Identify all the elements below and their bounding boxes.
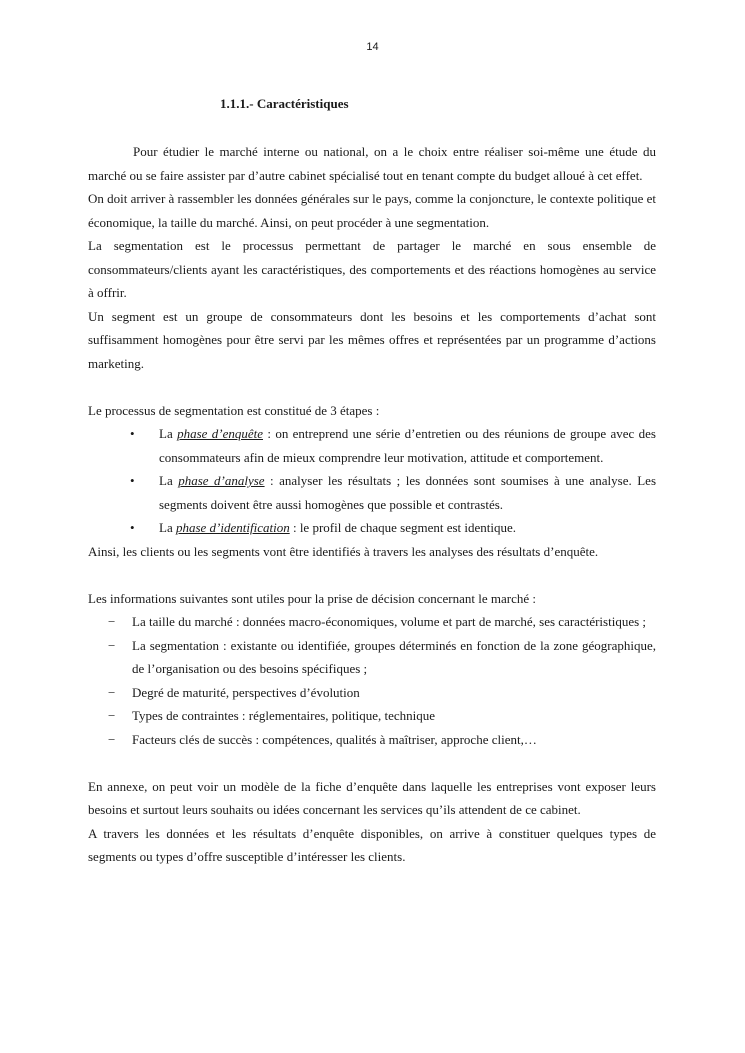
paragraph-info-intro: Les informations suivantes sont utiles pour la prise de décision concernant le marché :	[88, 590, 537, 606]
step-description: : analyser les résultats ; les données sont soumises à une analyse. Les segments doivent être aussi homogènes que possible et contrastés.	[159, 473, 656, 512]
paragraph-identification-conclusion: Ainsi, les clients ou les segments vont être identifiés à travers les analyses des résultats d’enquête.	[88, 543, 599, 559]
paragraph-segment-types: A travers les données et les résultats d’enquête disponibles, on arrive à constituer quelques types de segments ou types d’offre susceptible d’intéresser les clients.	[88, 825, 656, 864]
list-item: − Types de contraintes : réglementaires, politique, technique	[88, 704, 656, 728]
list-item: − Facteurs clés de succès : compétences, qualités à maîtriser, approche client,…	[88, 728, 656, 752]
list-item: • La phase d’analyse : analyser les résultats ; les données sont soumises à une analyse. Les segments doivent être aussi homogènes que possible et contrastés.	[88, 469, 656, 516]
step-term: phase d’analyse	[178, 473, 265, 488]
spacer	[88, 751, 656, 775]
step-description: : on entreprend une série d’entretien ou des réunions de groupe avec des consommateurs afin de mieux comprendre leur motivation, attitude et comportement.	[159, 426, 656, 465]
dash-icon: −	[108, 637, 116, 653]
spacer	[88, 375, 656, 399]
paragraph-intro: Pour étudier le marché interne ou national, on a le choix entre réaliser soi-même une étude du marché ou se faire assister par d’autre cabinet spécialisé tout en tenant compte du budget alloué à cet effet.	[88, 144, 656, 183]
process-steps-list	[88, 422, 656, 540]
paragraph-data-gathering: On doit arriver à rassembler les données générales sur le pays, comme la conjoncture, le contexte politique et économique, la taille du marché. Ainsi, on peut procéder à une segmentation.	[88, 191, 656, 230]
dash-icon: −	[108, 708, 116, 723]
dash-icon: −	[108, 731, 116, 747]
step-term: phase d’enquête	[177, 426, 263, 441]
dash-icon: −	[108, 614, 116, 629]
spacer	[88, 563, 656, 587]
step-description: : le profil de chaque segment est identique.	[289, 520, 517, 535]
document-body	[88, 140, 656, 869]
bullet-icon: •	[130, 473, 135, 488]
paragraph-segment-definition: Un segment est un groupe de consommateurs dont les besoins et les comportements d’achat sont suffisamment homogènes pour être servi par les mêmes offres et représentées par un programme d’actions marketing.	[88, 308, 656, 371]
page-number: 14	[366, 41, 379, 53]
paragraph-annex: En annexe, on peut voir un modèle de la fiche d’enquête dans laquelle les entreprises vont exposer leurs besoins et surtout leurs souhaits ou idées concernant les services qu’ils attendent de ce cabinet.	[88, 778, 656, 817]
paragraph-segmentation-definition: La segmentation est le processus permettant de partager le marché en sous ensemble de consommateurs/clients ayant les caractéristiques, des comportements et des réactions homogènes au service à offrir.	[88, 238, 656, 300]
bullet-icon: •	[130, 520, 135, 535]
section-heading: 1.1.1.- Caractéristiques	[220, 96, 349, 111]
dash-icon: −	[108, 684, 116, 700]
bullet-icon: •	[130, 426, 135, 441]
list-item: • La phase d’enquête : on entreprend une série d’entretien ou des réunions de groupe avec des consommateurs afin de mieux comprendre leur motivation, attitude et comportement.	[88, 422, 656, 469]
info-list	[88, 610, 656, 751]
paragraph-process-steps-intro: Le processus de segmentation est constitué de 3 étapes :	[88, 402, 380, 418]
step-term: phase d’identification	[175, 520, 290, 535]
list-item: • La phase d’identification : le profil de chaque segment est identique.	[88, 516, 656, 540]
list-item: − Degré de maturité, perspectives d’évolution	[88, 681, 656, 705]
list-item: − La taille du marché : données macro-économiques, volume et part de marché, ses caractéristiques ;	[88, 610, 656, 634]
list-item: − La segmentation : existante ou identifiée, groupes déterminés en fonction de la zone géographique, de l’organisation ou des besoins spécifiques ;	[88, 634, 656, 681]
